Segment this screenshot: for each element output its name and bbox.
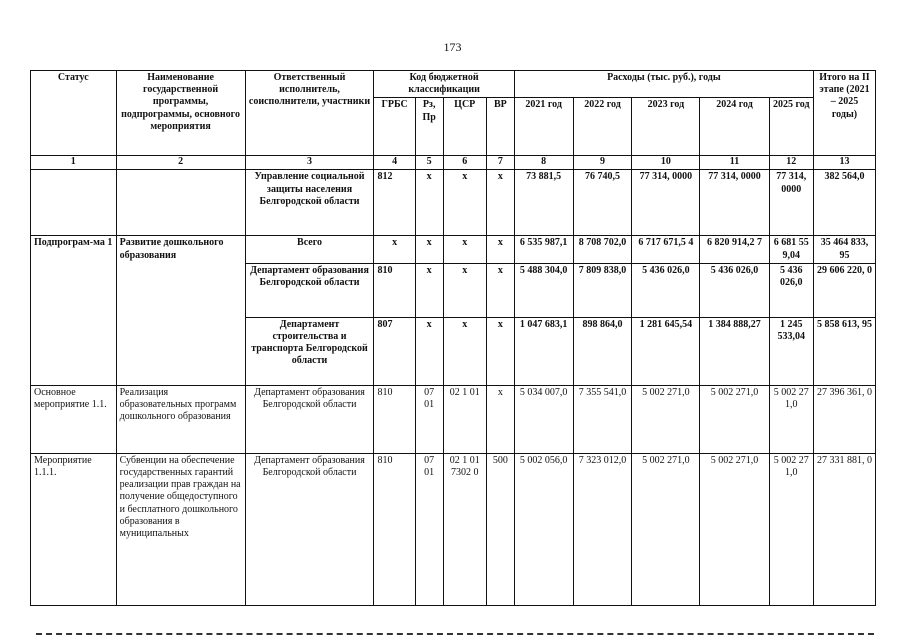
name-cell: Субвенции на обеспечение государственных гарантий реализации прав граждан на получение общедоступного и бесплатного дошкольного образования в муниципальных <box>116 453 245 605</box>
vr-cell: 500 <box>486 453 514 605</box>
amount-2023-cell: 5 002 271,0 <box>632 385 700 453</box>
total-cell: 27 331 881, 0 <box>813 453 875 605</box>
header-2022: 2022 год <box>573 98 632 156</box>
name-cell: Развитие дошкольного образования <box>116 236 245 385</box>
vr-cell: х <box>486 263 514 317</box>
amount-2022-cell: 7 355 541,0 <box>573 385 632 453</box>
amount-2022-cell: 7 323 012,0 <box>573 453 632 605</box>
budget-table <box>30 70 876 606</box>
status-cell: Основное мероприятие 1.1. <box>31 385 117 453</box>
header-total: Итого на II этапе (2021 – 2025 годы) <box>813 71 875 156</box>
amount-2022-cell: 8 708 702,0 <box>573 236 632 263</box>
amount-2023-cell: 5 002 271,0 <box>632 453 700 605</box>
grbs-cell: 807 <box>374 317 415 385</box>
col-number: 1 <box>31 156 117 170</box>
rzpr-cell: х <box>415 263 443 317</box>
vr-cell: х <box>486 385 514 453</box>
col-number: 13 <box>813 156 875 170</box>
header-2025: 2025 год <box>769 98 813 156</box>
amount-2022-cell: 76 740,5 <box>573 170 632 236</box>
name-cell: Реализация образовательных программ дошкольного образования <box>116 385 245 453</box>
amount-2021-cell: 5 034 007,0 <box>514 385 573 453</box>
col-number: 6 <box>443 156 486 170</box>
col-number: 4 <box>374 156 415 170</box>
col-number: 11 <box>700 156 769 170</box>
grbs-cell: 810 <box>374 453 415 605</box>
col-number: 7 <box>486 156 514 170</box>
header-name: Наименование государственной программы, подпрограммы, основного мероприятия <box>116 71 245 156</box>
vr-cell: х <box>486 317 514 385</box>
amount-2024-cell: 5 002 271,0 <box>700 385 769 453</box>
rzpr-cell: х <box>415 317 443 385</box>
csr-cell: х <box>443 317 486 385</box>
header-csr: ЦСР <box>443 98 486 156</box>
amount-2024-cell: 6 820 914,2 7 <box>700 236 769 263</box>
amount-2024-cell: 5 436 026,0 <box>700 263 769 317</box>
col-number: 9 <box>573 156 632 170</box>
vr-cell: х <box>486 170 514 236</box>
responsible-cell: Управление социальной защиты населения Белгородской области <box>245 170 374 236</box>
amount-2022-cell: 898 864,0 <box>573 317 632 385</box>
col-number: 8 <box>514 156 573 170</box>
responsible-cell: Департамент образования Белгородской области <box>245 385 374 453</box>
rzpr-cell: 07 01 <box>415 453 443 605</box>
status-cell: Мероприятие 1.1.1. <box>31 453 117 605</box>
csr-cell: 02 1 01 7302 0 <box>443 453 486 605</box>
amount-2021-cell: 5 002 056,0 <box>514 453 573 605</box>
grbs-cell: 812 <box>374 170 415 236</box>
responsible-cell: Департамент строительства и транспорта Белгородской области <box>245 317 374 385</box>
header-2023: 2023 год <box>632 98 700 156</box>
responsible-cell: Департамент образования Белгородской области <box>245 453 374 605</box>
amount-2025-cell: 5 002 27 1,0 <box>769 385 813 453</box>
amount-2022-cell: 7 809 838,0 <box>573 263 632 317</box>
amount-2021-cell: 1 047 683,1 <box>514 317 573 385</box>
col-number: 5 <box>415 156 443 170</box>
col-number: 2 <box>116 156 245 170</box>
header-2024: 2024 год <box>700 98 769 156</box>
grbs-cell: 810 <box>374 385 415 453</box>
amount-2025-cell: 6 681 55 9,04 <box>769 236 813 263</box>
header-status: Статус <box>31 71 117 156</box>
total-cell: 5 858 613, 95 <box>813 317 875 385</box>
col-number: 10 <box>632 156 700 170</box>
header-responsible: Ответственный исполнитель, соисполнители, участники <box>245 71 374 156</box>
header-2021: 2021 год <box>514 98 573 156</box>
name-cell <box>116 170 245 236</box>
amount-2023-cell: 6 717 671,5 4 <box>632 236 700 263</box>
col-number: 3 <box>245 156 374 170</box>
csr-cell: х <box>443 263 486 317</box>
rzpr-cell: х <box>415 170 443 236</box>
amount-2021-cell: 73 881,5 <box>514 170 573 236</box>
rzpr-cell: 07 01 <box>415 385 443 453</box>
total-cell: 29 606 220, 0 <box>813 263 875 317</box>
column-number-row <box>31 156 876 170</box>
col-number: 12 <box>769 156 813 170</box>
status-cell: Подпрограм-ма 1 <box>31 236 117 385</box>
amount-2024-cell: 5 002 271,0 <box>700 453 769 605</box>
grbs-cell: 810 <box>374 263 415 317</box>
amount-2021-cell: 5 488 304,0 <box>514 263 573 317</box>
header-vr: ВР <box>486 98 514 156</box>
grbs-cell: х <box>374 236 415 263</box>
amount-2025-cell: 5 436 026,0 <box>769 263 813 317</box>
table-row <box>31 236 876 263</box>
header-budget-code: Код бюджетной классификации <box>374 71 514 98</box>
amount-2025-cell: 5 002 27 1,0 <box>769 453 813 605</box>
vr-cell: х <box>486 236 514 263</box>
amount-2024-cell: 77 314, 0000 <box>700 170 769 236</box>
amount-2023-cell: 5 436 026,0 <box>632 263 700 317</box>
header-rzpr: Рз, Пр <box>415 98 443 156</box>
responsible-cell: Всего <box>245 236 374 263</box>
amount-2024-cell: 1 384 888,27 <box>700 317 769 385</box>
amount-2025-cell: 77 314, 0000 <box>769 170 813 236</box>
amount-2023-cell: 77 314, 0000 <box>632 170 700 236</box>
csr-cell: х <box>443 170 486 236</box>
total-cell: 382 564,0 <box>813 170 875 236</box>
table-row <box>31 170 876 236</box>
csr-cell: 02 1 01 <box>443 385 486 453</box>
table-row <box>31 385 876 453</box>
status-cell <box>31 170 117 236</box>
header-grbs: ГРБС <box>374 98 415 156</box>
amount-2023-cell: 1 281 645,54 <box>632 317 700 385</box>
total-cell: 35 464 833, 95 <box>813 236 875 263</box>
amount-2025-cell: 1 245 533,04 <box>769 317 813 385</box>
csr-cell: х <box>443 236 486 263</box>
rzpr-cell: х <box>415 236 443 263</box>
responsible-cell: Департамент образования Белгородской области <box>245 263 374 317</box>
page-bottom-divider <box>36 633 874 635</box>
table-row <box>31 453 876 605</box>
header-expenses: Расходы (тыс. руб.), годы <box>514 71 813 98</box>
page-number: 173 <box>443 40 462 54</box>
amount-2021-cell: 6 535 987,1 <box>514 236 573 263</box>
total-cell: 27 396 361, 0 <box>813 385 875 453</box>
